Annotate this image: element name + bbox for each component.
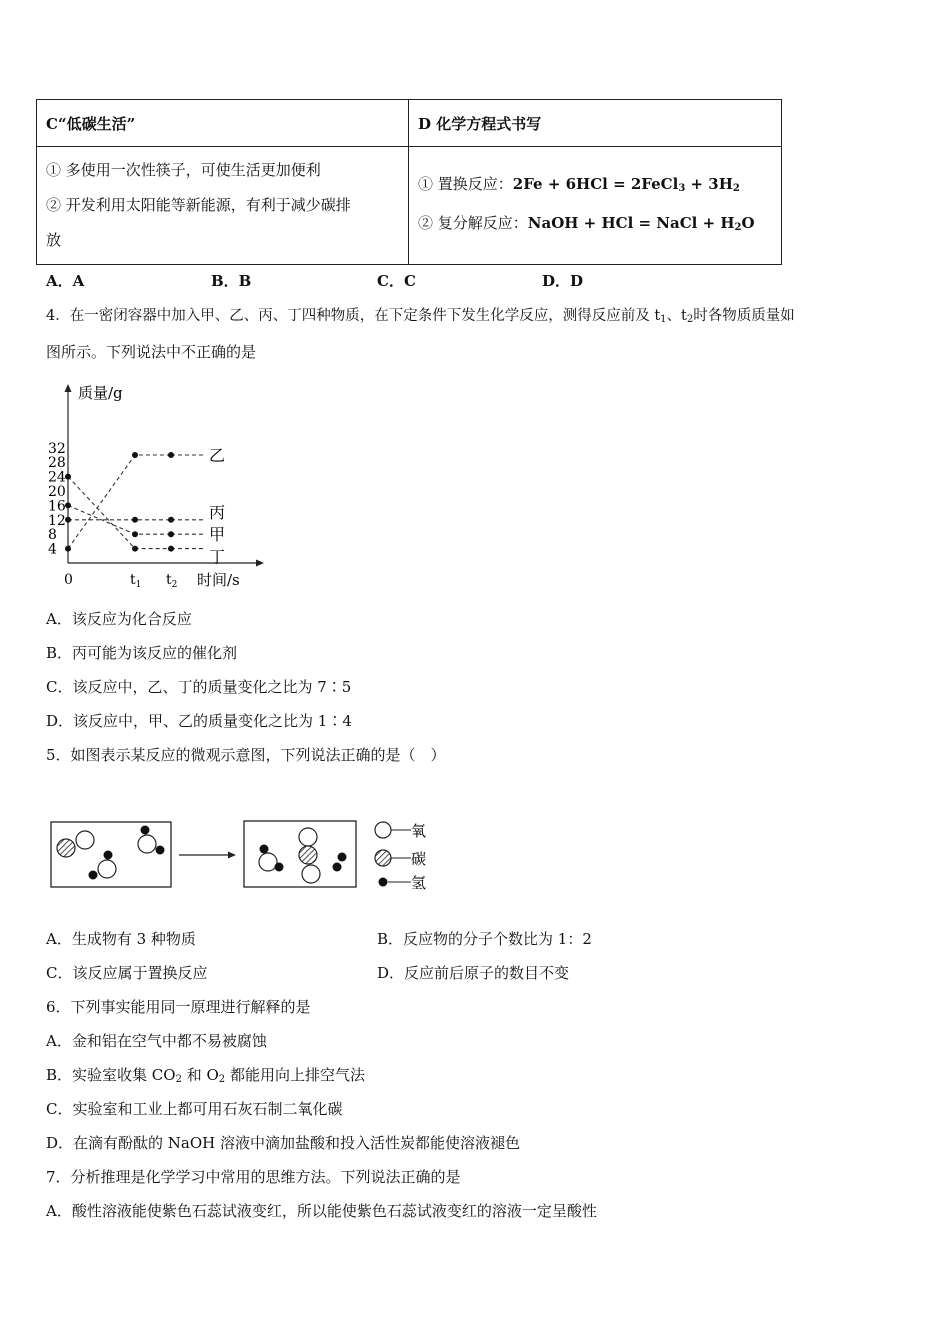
legend-oxygen-label: 氧: [411, 822, 427, 840]
d-eq2-a: NaOH + HCl = NaCl + H: [527, 213, 735, 232]
q4-t2-sub: 2: [686, 314, 694, 325]
data-point-丁-2: [168, 546, 174, 552]
q4-option-a[interactable]: A．该反应为化合反应: [46, 610, 192, 628]
cell-d-header: [409, 100, 782, 147]
q6-b-sub-1: 2: [175, 1074, 182, 1085]
legend-hydrogen: [379, 874, 427, 892]
series-label-丁: 丁: [209, 547, 226, 567]
series-label-甲: 甲: [209, 525, 226, 545]
series-label-乙: 乙: [209, 446, 226, 465]
q6-stem: 6．下列事实能用同一原理进行解释的是: [46, 998, 311, 1016]
x-tick-label: $t_1$: [130, 572, 142, 590]
q5-option-b[interactable]: B．反应物的分子个数比为 1：2: [377, 930, 592, 948]
q6-option-a[interactable]: A．金和铝在空气中都不易被腐蚀: [46, 1032, 267, 1050]
q3-option-a[interactable]: A．A: [46, 272, 85, 290]
d-eq1-a: 2Fe + 6HCl = 2FeCl: [512, 174, 679, 193]
q3-options-table: [36, 99, 782, 265]
cell-c-header: [37, 100, 409, 147]
legend-hydrogen-label: 氢: [411, 874, 427, 892]
q6-b-part-3: 都能用向上排空气法: [225, 1066, 365, 1084]
data-point-丁-0: [65, 474, 71, 480]
q6-b-part-1: B．实验室收集 CO: [46, 1066, 176, 1084]
data-point-甲-0: [65, 502, 71, 508]
x-axis-label: 时间/s: [197, 571, 240, 589]
y-tick-label: 16: [48, 498, 66, 515]
y-tick-label: 20: [48, 484, 66, 500]
y-tick-label: 24: [48, 469, 66, 486]
reaction-arrow: [179, 852, 236, 859]
y-axis-arrow: [65, 384, 72, 392]
q3-option-b[interactable]: B．B: [211, 272, 252, 290]
data-point-乙-2: [168, 452, 174, 458]
q5-option-c[interactable]: C．该反应属于置换反应: [46, 964, 208, 982]
chart-labels: [48, 384, 240, 590]
y-axis-label: 质量/g: [78, 384, 123, 402]
d-eq2-sub: 2: [734, 221, 742, 233]
x-axis-arrow: [256, 560, 264, 567]
data-point-甲-1: [132, 531, 138, 537]
co2-molecule: [299, 828, 320, 883]
q5-option-a[interactable]: A．生成物有 3 种物质: [46, 930, 196, 948]
q7-option-a[interactable]: A．酸性溶液能使紫色石蕊试液变红，所以能使紫色石蕊试液变红的溶液一定呈酸性: [46, 1202, 597, 1220]
q6-option-b[interactable]: [46, 1064, 365, 1085]
q6-option-d[interactable]: D．在滴有酚酞的 NaOH 溶液中滴加盐酸和投入活性炭都能使溶液褪色: [46, 1134, 521, 1152]
y-tick-label: 12: [48, 512, 66, 529]
c-line-2: ② 开发利用太阳能等新能源，有利于减少碳排: [46, 196, 351, 214]
chart-axes: [65, 384, 265, 567]
series-label-丙: 丙: [209, 502, 226, 522]
q4-stem-part-b: 时各物质质量如: [693, 308, 795, 324]
d-equation-2: [418, 206, 772, 245]
y-tick-label: 32: [48, 440, 66, 457]
q6-b-part-2: 和 O: [181, 1066, 219, 1084]
data-point-乙-1: [132, 452, 138, 458]
d-eq1-b: + 3H: [685, 174, 733, 193]
q5-option-d[interactable]: D．反应前后原子的数目不变: [377, 964, 570, 982]
q4-option-b[interactable]: B．丙可能为该反应的催化剂: [46, 644, 238, 662]
chart-series: [65, 452, 206, 552]
x-tick-label: 0: [64, 572, 73, 588]
data-point-乙-0: [65, 546, 71, 552]
q5-stem: 5．如图表示某反应的微观示意图，下列说法正确的是（ ）: [46, 746, 446, 764]
legend-oxygen: [375, 822, 426, 840]
d-eq2-b: O: [741, 213, 755, 232]
q4-stem-line-2: 图所示。下列说法中不正确的是: [46, 343, 257, 361]
q4-stem-line-1: [46, 304, 795, 325]
q7-stem: 7．分析推理是化学学习中常用的思维方法。下列说法正确的是: [46, 1168, 461, 1186]
data-point-丙-0: [65, 517, 71, 523]
d-eq1-sub: 3: [678, 182, 686, 194]
q6-option-c[interactable]: C．实验室和工业上都可用石灰石制二氧化碳: [46, 1100, 343, 1118]
q4-stem-sep: 、t: [666, 308, 687, 324]
q3-option-d[interactable]: D．D: [542, 272, 584, 290]
legend-carbon-label: 碳: [411, 850, 427, 868]
q3-option-c[interactable]: C．C: [377, 272, 416, 290]
q6-b-sub-2: 2: [218, 1074, 226, 1085]
y-tick-label: 8: [48, 527, 57, 544]
legend-carbon: [375, 850, 426, 868]
y-tick-label: 28: [48, 455, 66, 472]
data-point-丙-2: [168, 517, 174, 523]
d-eq2-prefix: ② 复分解反应：: [418, 213, 528, 232]
d-eq1-prefix: ① 置换反应：: [418, 174, 513, 193]
c-header: C“低碳生活”: [46, 114, 136, 133]
cell-c-body: [37, 147, 409, 265]
cell-d-body: [409, 147, 782, 265]
q4-option-c[interactable]: C．该反应中，乙、丁的质量变化之比为 7∶5: [46, 678, 352, 696]
q4-t1-sub: 1: [660, 314, 667, 325]
d-header: D 化学方程式书写: [418, 114, 542, 133]
d-equation-1: [418, 167, 772, 206]
y-tick-label: 4: [48, 541, 57, 558]
c-line-1: ① 多使用一次性筷子，可使生活更加便利: [46, 161, 321, 179]
q4-stem-part-a: 4．在一密闭容器中加入甲、乙、丙、丁四种物质，在下定条件下发生化学反应，测得反应前及 t: [46, 308, 661, 324]
d-eq1-sub2: 2: [732, 182, 740, 194]
c-line-3: 放: [46, 231, 62, 249]
data-point-丁-1: [132, 546, 138, 552]
reaction-diagram: [40, 812, 440, 897]
mass-time-chart: [40, 380, 270, 595]
data-point-甲-2: [168, 531, 174, 537]
x-tick-label: $t_2$: [166, 572, 178, 590]
q4-option-d[interactable]: D．该反应中，甲、乙的质量变化之比为 1∶4: [46, 712, 352, 730]
data-point-丙-1: [132, 517, 138, 523]
